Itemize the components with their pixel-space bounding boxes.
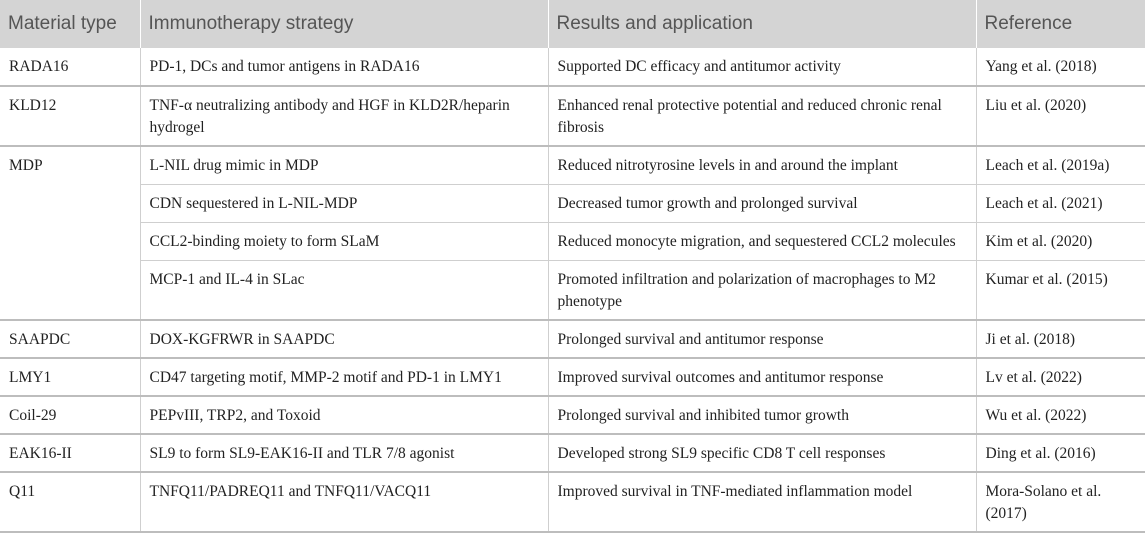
table-row xyxy=(0,222,1145,260)
cell-reference: Ding et al. (2016) xyxy=(976,434,1145,472)
cell-reference: Ji et al. (2018) xyxy=(976,320,1145,358)
table-row xyxy=(0,320,1145,358)
cell-results: Improved survival outcomes and antitumor response xyxy=(548,358,976,396)
cell-reference: Kim et al. (2020) xyxy=(976,222,1145,260)
cell-strategy: SL9 to form SL9-EAK16-II and TLR 7/8 agonist xyxy=(140,434,548,472)
table-row xyxy=(0,260,1145,320)
cell-material: EAK16-II xyxy=(0,434,140,472)
cell-results: Reduced monocyte migration, and sequestered CCL2 molecules xyxy=(548,222,976,260)
cell-material: SAAPDC xyxy=(0,320,140,358)
cell-reference: Mora-Solano et al. (2017) xyxy=(976,472,1145,532)
cell-results: Reduced nitrotyrosine levels in and around the implant xyxy=(548,146,976,184)
cell-strategy: CD47 targeting motif, MMP-2 motif and PD-1 in LMY1 xyxy=(140,358,548,396)
table-row xyxy=(0,434,1145,472)
table-row xyxy=(0,184,1145,222)
table-row xyxy=(0,146,1145,184)
cell-material: KLD12 xyxy=(0,86,140,146)
cell-results: Prolonged survival and antitumor response xyxy=(548,320,976,358)
cell-strategy: L-NIL drug mimic in MDP xyxy=(140,146,548,184)
header-immunotherapy-strategy: Immunotherapy strategy xyxy=(140,0,548,48)
cell-results: Decreased tumor growth and prolonged survival xyxy=(548,184,976,222)
cell-strategy: TNF-α neutralizing antibody and HGF in KLD2R/heparin hydrogel xyxy=(140,86,548,146)
table-row xyxy=(0,396,1145,434)
cell-strategy: MCP-1 and IL-4 in SLac xyxy=(140,260,548,320)
header-material-type: Material type xyxy=(0,0,140,48)
cell-strategy: PD-1, DCs and tumor antigens in RADA16 xyxy=(140,48,548,86)
cell-reference: Wu et al. (2022) xyxy=(976,396,1145,434)
cell-material xyxy=(0,184,140,222)
cell-results: Enhanced renal protective potential and reduced chronic renal fibrosis xyxy=(548,86,976,146)
cell-material xyxy=(0,222,140,260)
cell-strategy: TNFQ11/PADREQ11 and TNFQ11/VACQ11 xyxy=(140,472,548,532)
cell-results: Promoted infiltration and polarization of macrophages to M2 phenotype xyxy=(548,260,976,320)
cell-material xyxy=(0,260,140,320)
table-body xyxy=(0,48,1145,532)
cell-results: Improved survival in TNF-mediated inflammation model xyxy=(548,472,976,532)
header-row xyxy=(0,0,1145,48)
cell-reference: Yang et al. (2018) xyxy=(976,48,1145,86)
table-row xyxy=(0,86,1145,146)
cell-reference: Leach et al. (2021) xyxy=(976,184,1145,222)
cell-reference: Lv et al. (2022) xyxy=(976,358,1145,396)
cell-strategy: CCL2-binding moiety to form SLaM xyxy=(140,222,548,260)
cell-material: Coil-29 xyxy=(0,396,140,434)
cell-material: LMY1 xyxy=(0,358,140,396)
table-header xyxy=(0,0,1145,48)
header-results-application: Results and application xyxy=(548,0,976,48)
cell-results: Developed strong SL9 specific CD8 T cell responses xyxy=(548,434,976,472)
cell-results: Prolonged survival and inhibited tumor growth xyxy=(548,396,976,434)
cell-material: MDP xyxy=(0,146,140,184)
cell-material: Q11 xyxy=(0,472,140,532)
table-row xyxy=(0,48,1145,86)
header-reference: Reference xyxy=(976,0,1145,48)
cell-reference: Liu et al. (2020) xyxy=(976,86,1145,146)
cell-reference: Leach et al. (2019a) xyxy=(976,146,1145,184)
cell-results: Supported DC efficacy and antitumor activity xyxy=(548,48,976,86)
cell-reference: Kumar et al. (2015) xyxy=(976,260,1145,320)
cell-strategy: DOX-KGFRWR in SAAPDC xyxy=(140,320,548,358)
cell-material: RADA16 xyxy=(9,58,69,75)
table-row xyxy=(0,358,1145,396)
cell-strategy: CDN sequestered in L-NIL-MDP xyxy=(140,184,548,222)
table-row xyxy=(0,472,1145,532)
cell-strategy: PEPvIII, TRP2, and Toxoid xyxy=(140,396,548,434)
